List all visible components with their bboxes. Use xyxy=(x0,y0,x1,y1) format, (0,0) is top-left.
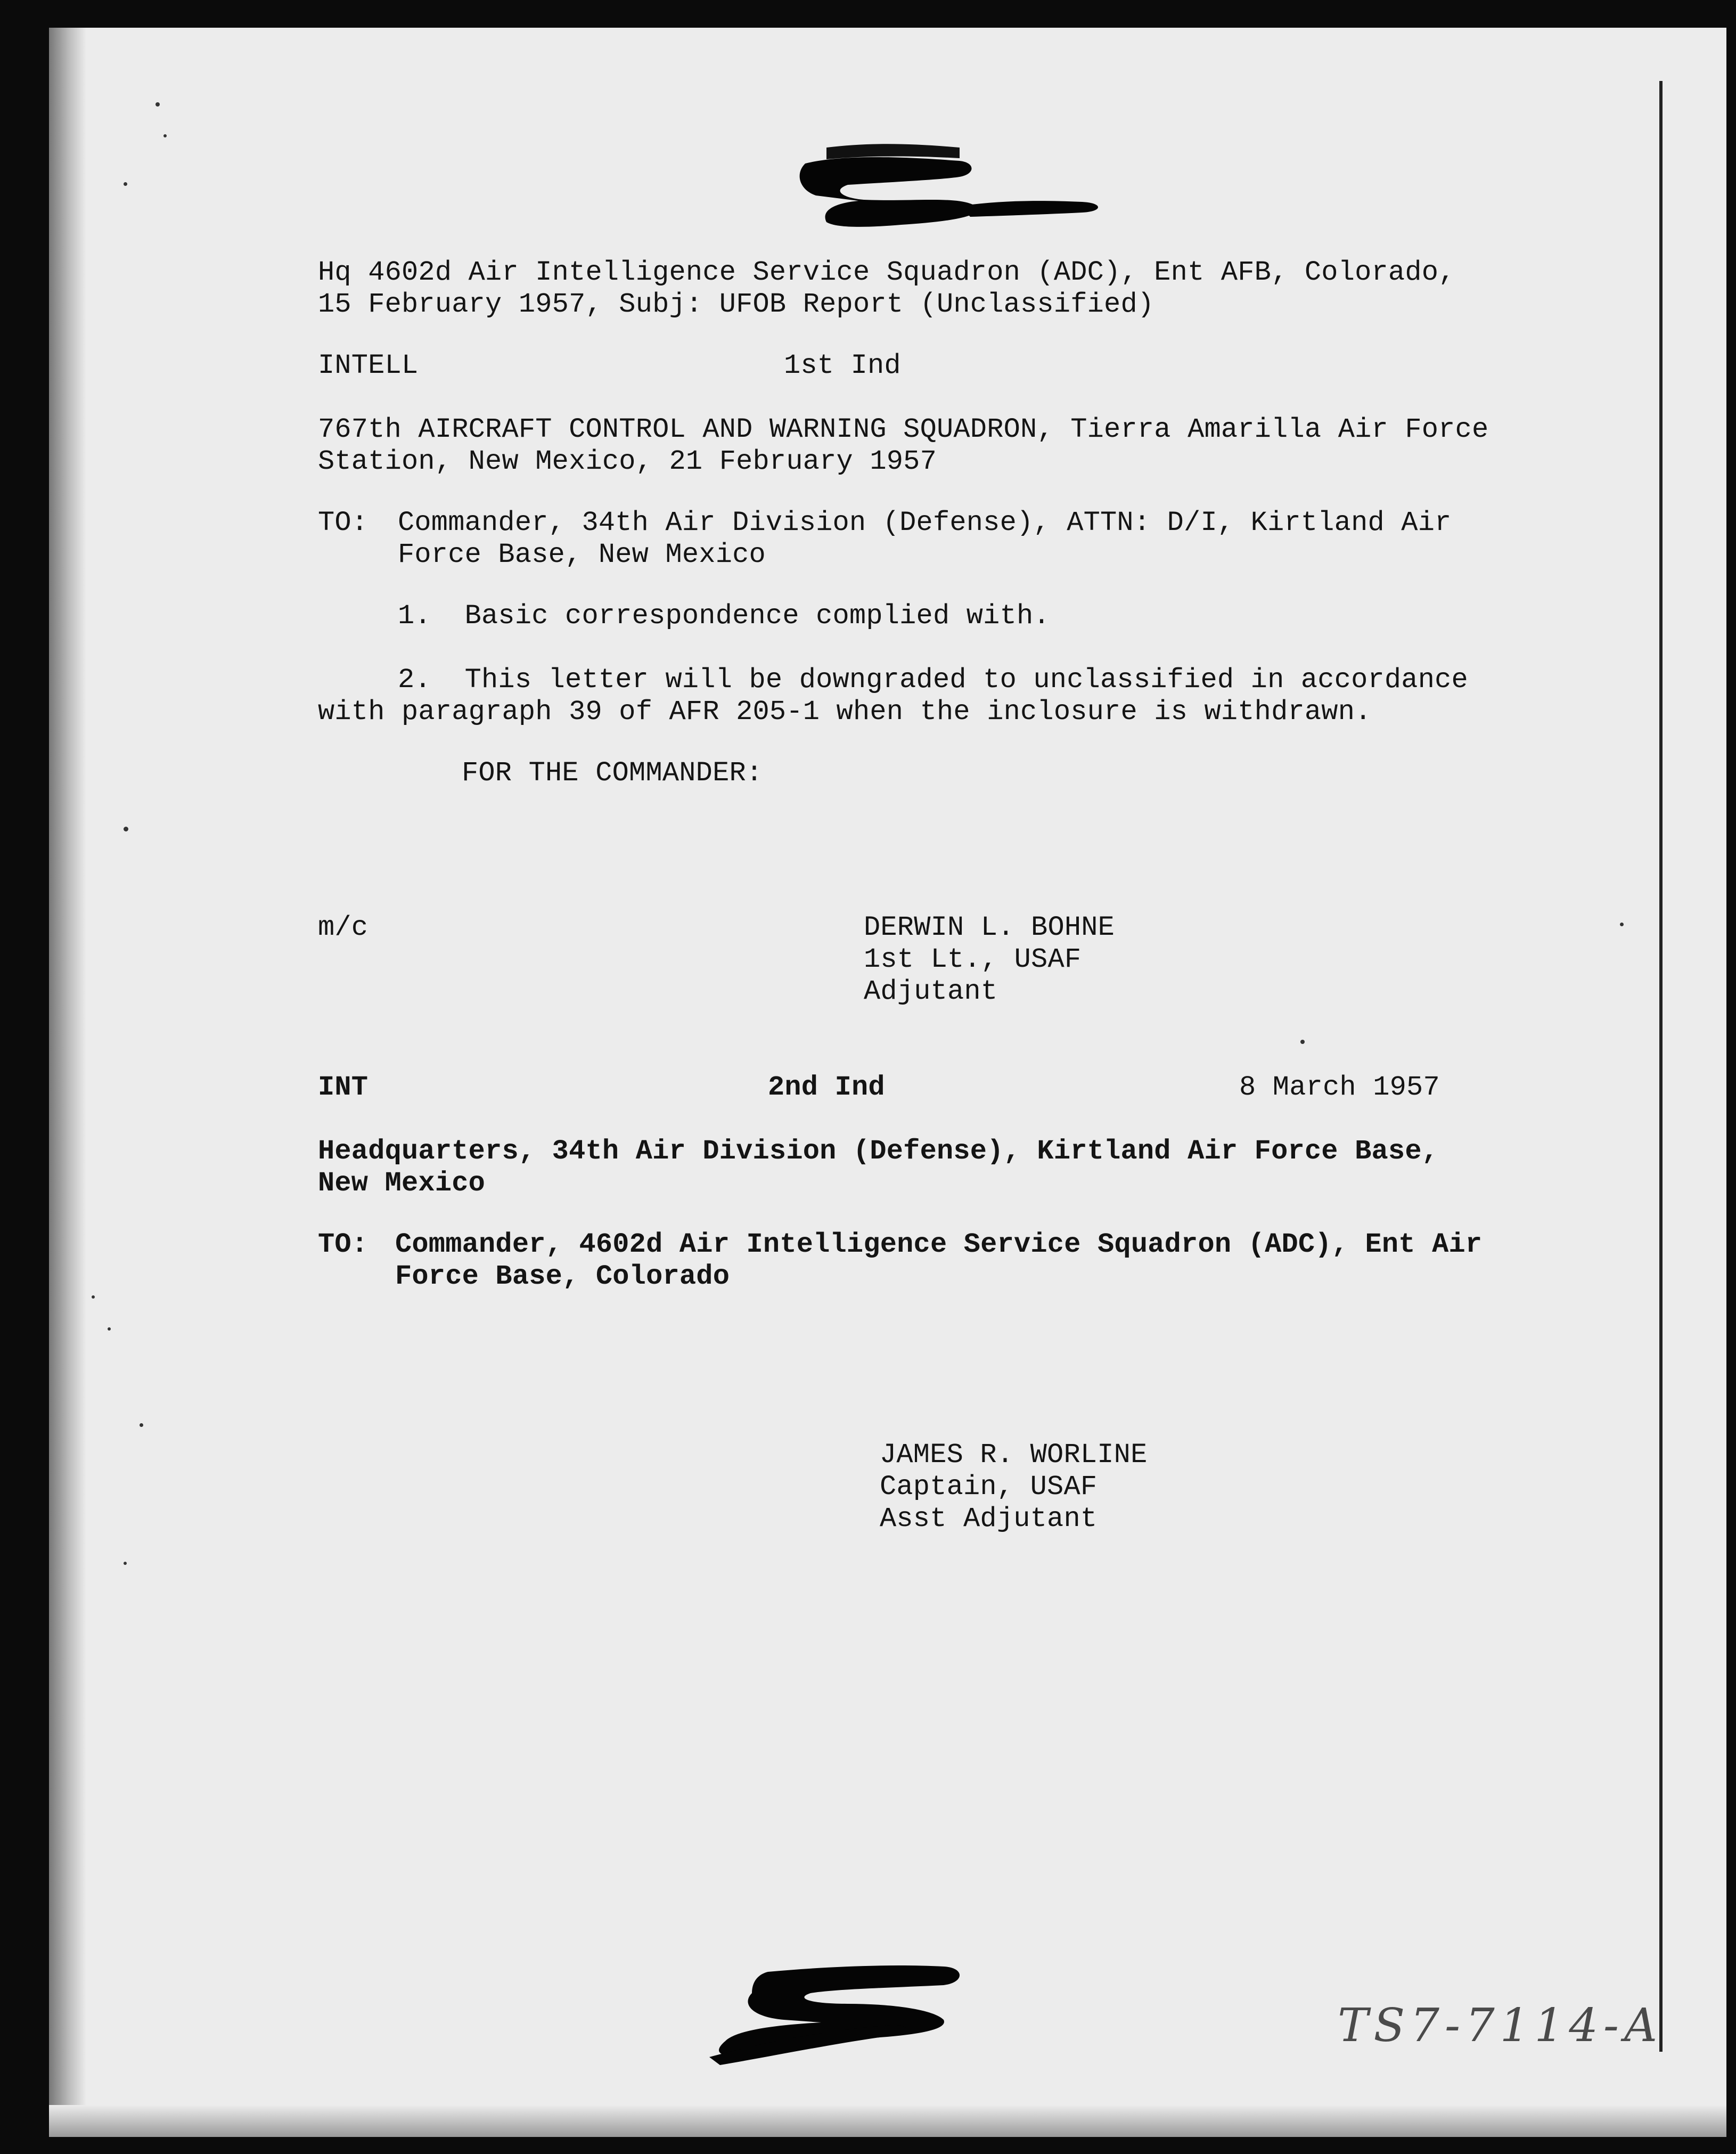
speck xyxy=(124,182,127,186)
first-ind-to-line-1: Commander, 34th Air Division (Defense), ATTN: D/I, Kirtland Air xyxy=(398,507,1452,538)
first-ind-to-line-2: Force Base, New Mexico xyxy=(398,539,766,570)
first-ind-to-label: TO: xyxy=(318,507,369,538)
paper-sheet xyxy=(49,28,1726,2137)
speck xyxy=(155,102,160,107)
first-signer-name: DERWIN L. BOHNE xyxy=(864,912,1115,943)
second-ind-label: 2nd Ind xyxy=(768,1072,885,1103)
speck xyxy=(163,134,167,137)
handwritten-number-text: TS7-7114-A xyxy=(1338,1999,1663,2052)
first-ind-office-symbol: INTELL xyxy=(318,350,419,381)
second-signer-title: Asst Adjutant xyxy=(880,1503,1098,1535)
speck xyxy=(1300,1040,1305,1044)
speck xyxy=(124,827,128,831)
top-redaction-mark xyxy=(784,132,1125,249)
first-ind-label: 1st Ind xyxy=(784,350,901,381)
speck xyxy=(108,1327,111,1331)
second-ind-to-label: TO: xyxy=(318,1229,369,1260)
typist-initials: m/c xyxy=(318,912,369,943)
paper-right-edge xyxy=(1659,81,1663,2052)
second-signer-name: JAMES R. WORLINE xyxy=(880,1439,1148,1471)
second-ind-to-line-1: Commander, 4602d Air Intelligence Service Squadron (ADC), Ent Air xyxy=(395,1229,1483,1260)
first-ind-paragraph-2-line-2: with paragraph 39 of AFR 205-1 when the inclosure is withdrawn. xyxy=(318,696,1372,728)
heading-line-2: 15 February 1957, Subj: UFOB Report (Unclassified) xyxy=(318,289,1154,320)
paper-left-shadow xyxy=(49,28,86,2137)
second-ind-office-symbol: INT xyxy=(318,1072,369,1103)
first-ind-from-line-1: 767th AIRCRAFT CONTROL AND WARNING SQUADRON, Tierra Amarilla Air Force xyxy=(318,414,1489,445)
first-signer-title: Adjutant xyxy=(864,976,998,1007)
first-ind-paragraph-1: 1. Basic correspondence complied with. xyxy=(398,600,1050,632)
bottom-redaction-mark xyxy=(688,1951,997,2078)
second-ind-date: 8 March 1957 xyxy=(1239,1072,1440,1103)
speck xyxy=(124,1562,127,1565)
heading-line-1: Hq 4602d Air Intelligence Service Squadron (ADC), Ent AFB, Colorado, xyxy=(318,257,1455,288)
speck xyxy=(1620,923,1624,926)
speck xyxy=(140,1423,143,1427)
second-ind-from-line-1: Headquarters, 34th Air Division (Defense), Kirtland Air Force Base, xyxy=(318,1136,1439,1167)
first-ind-paragraph-2-line-1: 2. This letter will be downgraded to unclassified in accordance xyxy=(398,664,1468,696)
handwritten-file-number xyxy=(1332,1998,1663,2057)
second-signer-rank: Captain, USAF xyxy=(880,1471,1098,1503)
paper-bottom-shade xyxy=(49,2105,1726,2137)
second-ind-to-line-2: Force Base, Colorado xyxy=(395,1261,730,1292)
speck xyxy=(92,1295,95,1299)
first-signer-rank: 1st Lt., USAF xyxy=(864,944,1082,975)
second-ind-from-line-2: New Mexico xyxy=(318,1168,486,1199)
first-ind-from-line-2: Station, New Mexico, 21 February 1957 xyxy=(318,446,937,477)
for-the-commander: FOR THE COMMANDER: xyxy=(462,757,763,789)
